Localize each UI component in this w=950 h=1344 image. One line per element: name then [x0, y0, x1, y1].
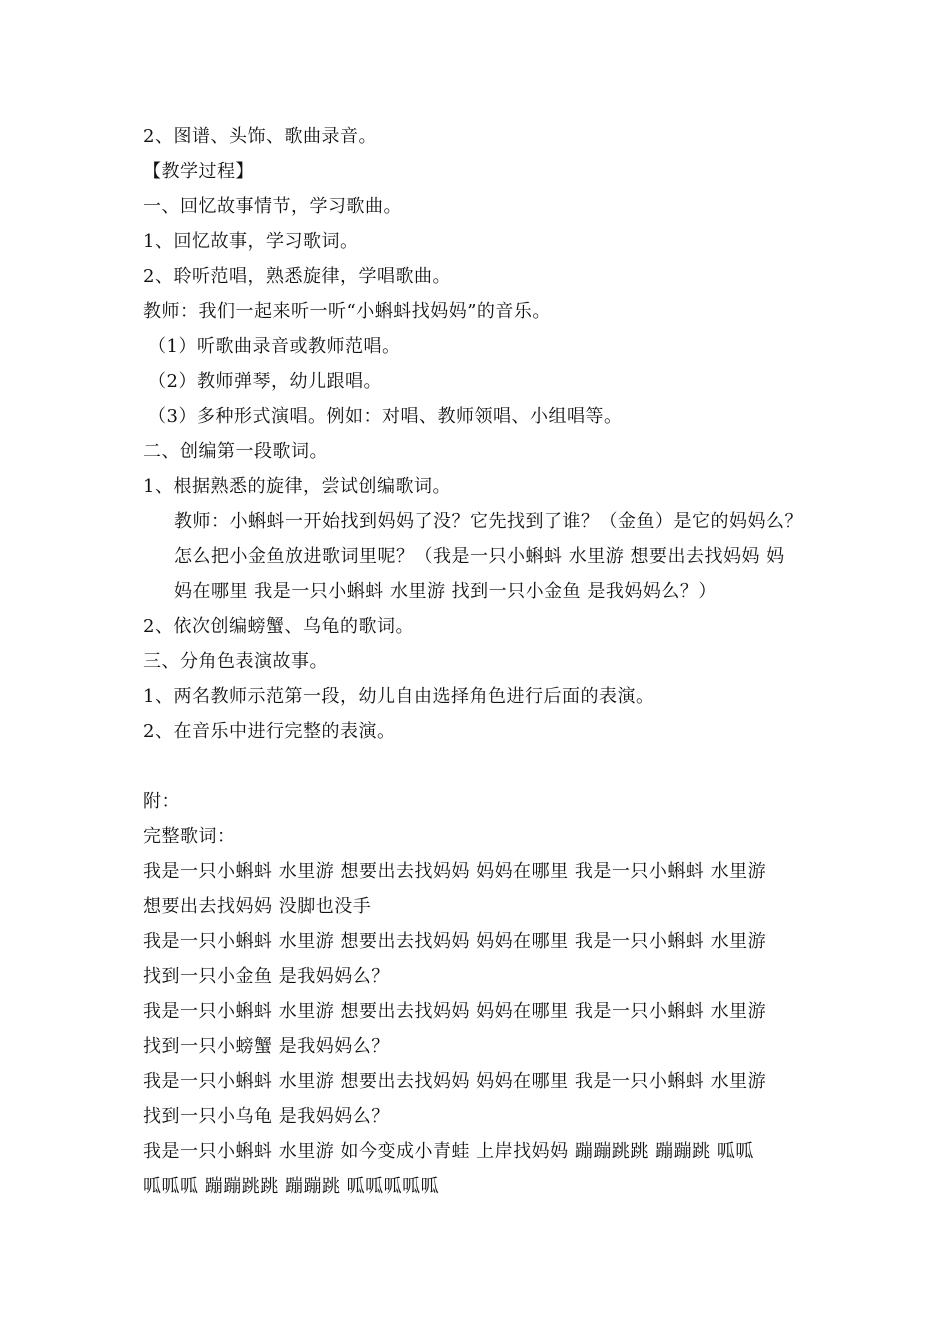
lyrics-line: 我是一只小蝌蚪 水里游 如今变成小青蛙 上岸找妈妈 蹦蹦跳跳 蹦蹦跳 呱呱	[143, 1141, 754, 1162]
lyrics-line: 我是一只小蝌蚪 水里游 想要出去找妈妈 妈妈在哪里 我是一只小蝌蚪 水里游	[143, 1071, 767, 1092]
text-line: 2、依次创编螃蟹、乌龟的歌词。	[143, 616, 414, 637]
lyrics-line: 呱呱呱 蹦蹦跳跳 蹦蹦跳 呱呱呱呱呱	[143, 1176, 440, 1197]
text-line: 三、分角色表演故事。	[143, 651, 328, 672]
text-line: 怎么把小金鱼放进歌词里呢？（我是一只小蝌蚪 水里游 想要出去找妈妈 妈	[174, 546, 785, 567]
text-line: 1、根据熟悉的旋律，尝试创编歌词。	[143, 476, 451, 497]
text-line: 2、在音乐中进行完整的表演。	[143, 721, 396, 742]
text-line: （2）教师弹琴，幼儿跟唱。	[148, 371, 382, 392]
text-line: 1、回忆故事，学习歌词。	[143, 231, 359, 252]
text-line: 二、创编第一段歌词。	[143, 441, 328, 462]
text-line: 2、图谱、头饰、歌曲录音。	[143, 126, 377, 147]
lyrics-heading: 完整歌词：	[143, 826, 236, 847]
lyrics-line: 想要出去找妈妈 没脚也没手	[143, 896, 372, 917]
text-line: 教师：小蝌蚪一开始找到妈妈了没？它先找到了谁？（金鱼）是它的妈妈么？	[174, 511, 803, 532]
appendix-label: 附：	[143, 791, 180, 812]
text-line: 教师：我们一起来听一听“小蝌蚪找妈妈”的音乐。	[143, 301, 551, 322]
text-line: 一、回忆故事情节，学习歌曲。	[143, 196, 402, 217]
lyrics-line: 找到一只小乌龟 是我妈妈么？	[143, 1106, 390, 1127]
text-line: 1、两名教师示范第一段，幼儿自由选择角色进行后面的表演。	[143, 686, 655, 707]
lyrics-line: 我是一只小蝌蚪 水里游 想要出去找妈妈 妈妈在哪里 我是一只小蝌蚪 水里游	[143, 931, 767, 952]
text-line: （3）多种形式演唱。例如：对唱、教师领唱、小组唱等。	[148, 406, 623, 427]
lyrics-line: 我是一只小蝌蚪 水里游 想要出去找妈妈 妈妈在哪里 我是一只小蝌蚪 水里游	[143, 1001, 767, 1022]
lyrics-line: 我是一只小蝌蚪 水里游 想要出去找妈妈 妈妈在哪里 我是一只小蝌蚪 水里游	[143, 861, 767, 882]
lyrics-line: 找到一只小螃蟹 是我妈妈么？	[143, 1036, 390, 1057]
lyrics-line: 找到一只小金鱼 是我妈妈么？	[143, 966, 390, 987]
text-line: 妈在哪里 我是一只小蝌蚪 水里游 找到一只小金鱼 是我妈妈么？）	[174, 581, 717, 602]
text-line: 2、聆听范唱，熟悉旋律，学唱歌曲。	[143, 266, 451, 287]
section-heading: 【教学过程】	[143, 161, 254, 182]
text-line: （1）听歌曲录音或教师范唱。	[148, 336, 401, 357]
